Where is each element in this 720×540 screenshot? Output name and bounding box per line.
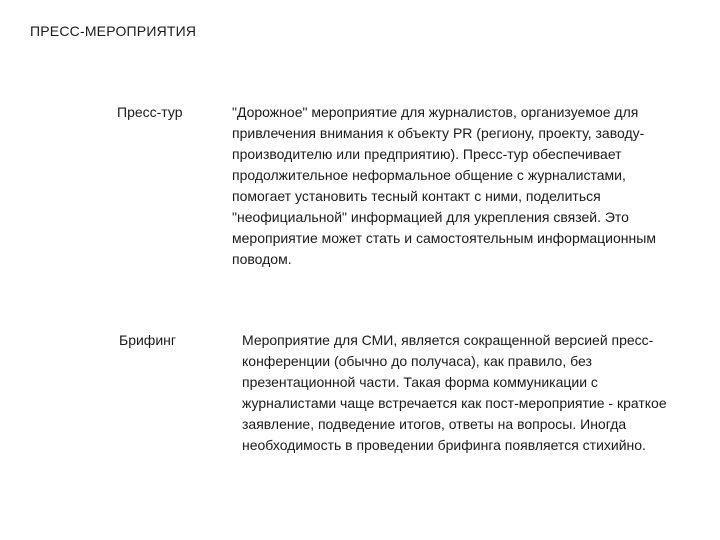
term-briefing: Брифинг	[119, 332, 176, 348]
definition-press-tour: "Дорожное" мероприятие для журналистов, организуемое для привлечения внимания к объекту PR (региону, проекту, заводу-производителю или предприятию). Пресс-тур обеспечивает продолжительное неформальное общение с журналистами, помогает установить тесный контакт с ними, поделиться "неофициальной" информацией для укрепления связей. Это мероприятие может стать и самостоятельным информационным поводом.	[232, 104, 656, 267]
page-title: ПРЕСС-МЕРОПРИЯТИЯ	[30, 23, 197, 39]
definition-briefing: Мероприятие для СМИ, является сокращенной версией пресс-конференции (обычно до получаса), как правило, без презентационной части. Такая форма коммуникации с журналистами чаще встречается как пост-мероприятие - краткое заявление, подведение итогов, ответы на вопросы. Иногда необходимость в проведении брифинга появляется стихийно.	[242, 332, 667, 453]
term-press-tour: Пресс-тур	[117, 104, 183, 120]
